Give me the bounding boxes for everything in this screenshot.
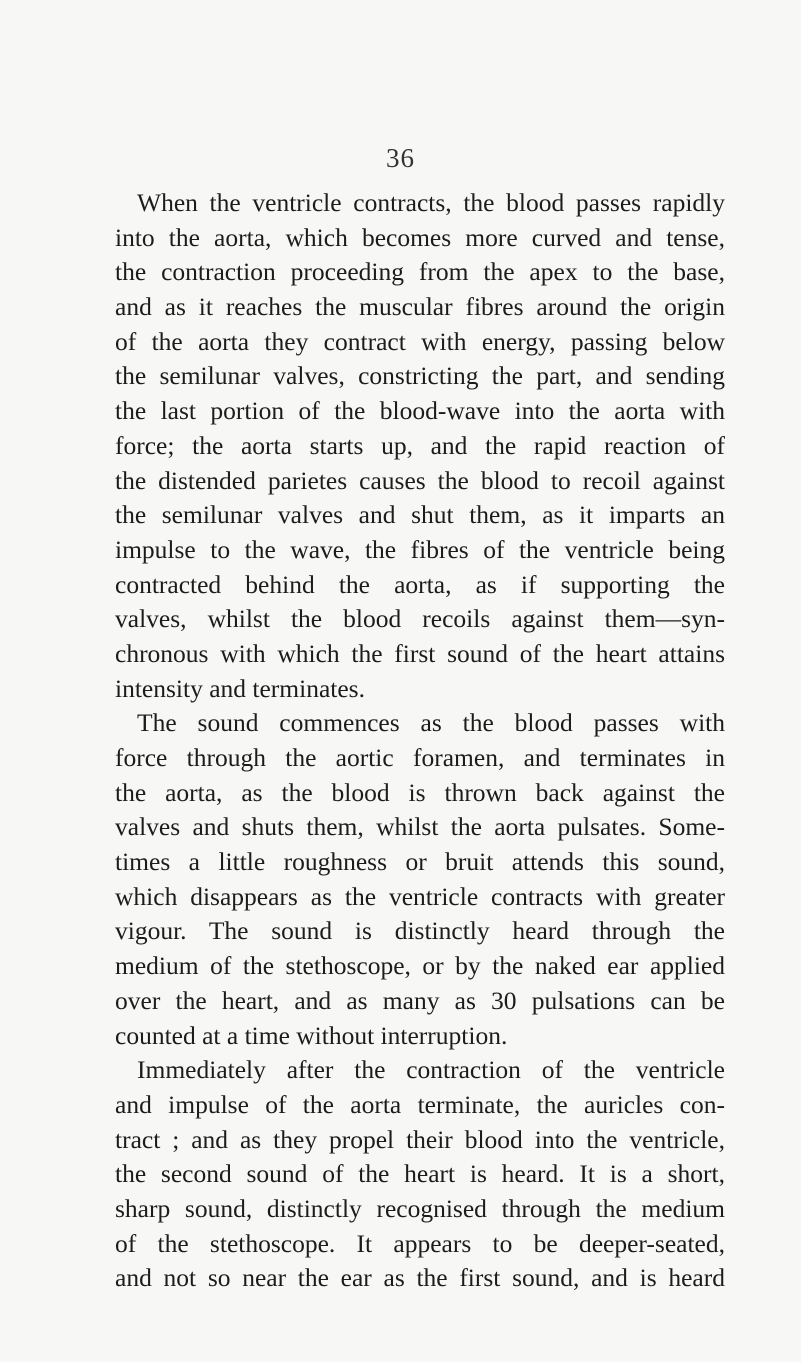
text-line: into the aorta, which becomes more curved and tense, [115,222,725,252]
text-line: chronous with which the first sound of the heart attains [115,638,725,668]
text-line: the second sound of the heart is heard. It is a short, [115,1159,725,1189]
text-line: medium of the stethoscope, or by the naked ear applied [115,951,725,981]
text-line: of the aorta they contract with energy, passing below [115,326,725,356]
text-line: valves and shuts them, whilst the aorta pulsates. Some- [115,812,725,842]
text-line: tract ; and as they propel their blood into the ventricle, [115,1124,725,1154]
text-line: the aorta, as the blood is thrown back against the [115,777,725,807]
text-line: which disappears as the ventricle contracts with greater [115,881,725,911]
text-line: the semilunar valves, constricting the part, and sending [115,361,725,391]
text-line: and impulse of the aorta terminate, the auricles con- [115,1089,725,1119]
text-line: valves, whilst the blood recoils against them—syn- [115,604,725,634]
text-line: sharp sound, distinctly recognised through the medium [115,1193,725,1223]
text-line: the last portion of the blood-wave into the aorta with [115,396,725,426]
body-text [115,186,725,1296]
text-line: impulse to the wave, the fibres of the ventricle being [115,534,725,564]
text-line: force; the aorta starts up, and the rapid reaction of [115,430,725,460]
text-line: and not so near the ear as the first sound, and is heard [115,1263,725,1293]
text-line: Immediately after the contraction of the ventricle [137,1055,725,1085]
text-line: over the heart, and as many as 30 pulsations can be [115,985,725,1015]
text-line: of the stethoscope. It appears to be deeper-seated, [115,1228,725,1258]
text-line: force through the aortic foramen, and terminates in [115,743,725,772]
text-line: and as it reaches the muscular fibres around the origin [115,292,725,322]
text-line: the contraction proceeding from the apex to the base, [115,257,725,287]
text-line: When the ventricle contracts, the blood passes rapidly [137,188,725,217]
text-line: counted at a time without interruption. [115,1020,508,1050]
text-line: contracted behind the aorta, as if supporting the [115,569,725,599]
text-line: intensity and terminates. [115,673,365,703]
text-line: times a little roughness or bruit attends this sound, [115,847,725,877]
page-number: 36 [386,143,415,173]
text-line: the semilunar valves and shut them, as it imparts an [115,500,725,530]
text-line: The sound commences as the blood passes with [137,708,725,738]
text-line: vigour. The sound is distinctly heard through the [115,916,725,946]
text-line: the distended parietes causes the blood to recoil against [115,465,725,495]
